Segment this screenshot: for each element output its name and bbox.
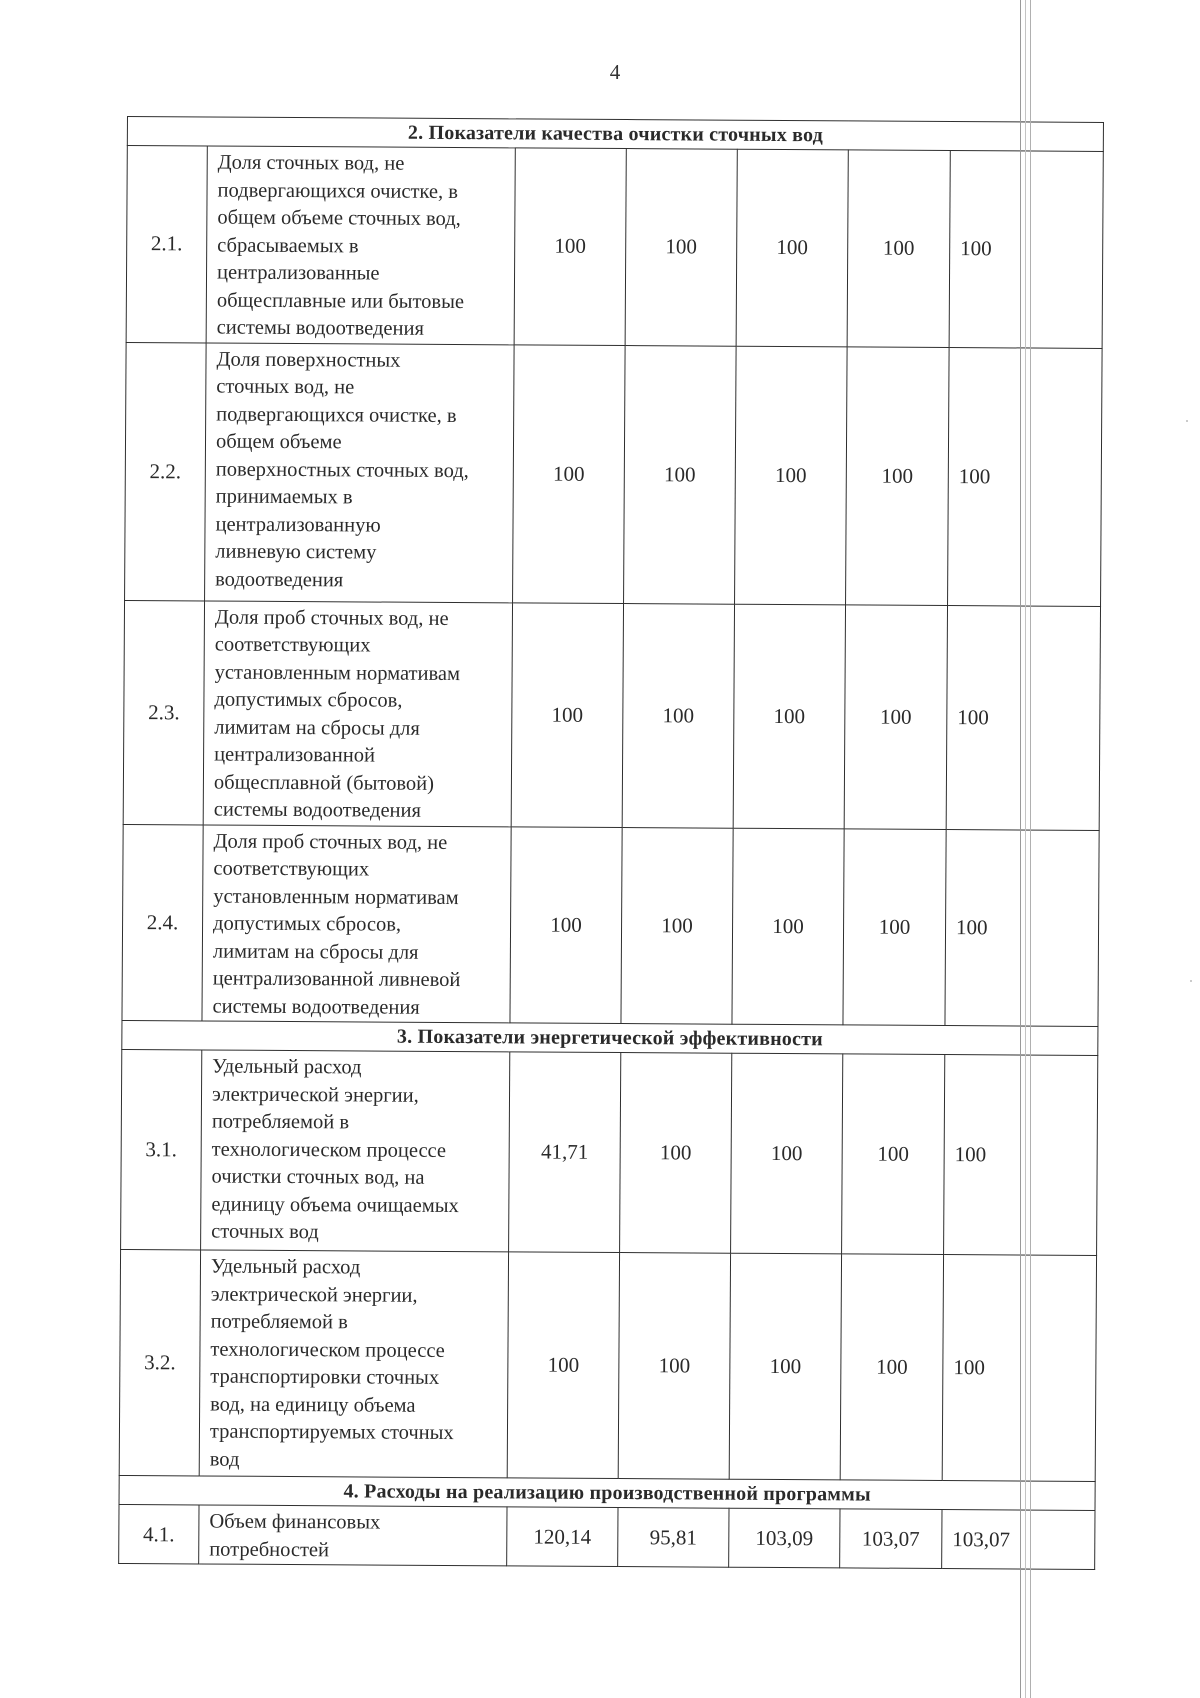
description-line: поверхностных сточных вод, (215, 458, 469, 482)
row-number: 2.2. (125, 342, 207, 600)
indicator-value: 100 (736, 149, 848, 346)
description-line: сбрасываемых в (217, 234, 359, 257)
table-row (119, 1504, 1095, 1569)
indicator-value: 100 (733, 604, 845, 829)
indicator-value: 100 (946, 605, 1100, 830)
description-line: вод (209, 1448, 240, 1471)
description-line: транспортировки сточных (210, 1365, 440, 1389)
page-number: 4 (609, 60, 621, 84)
indicator-value: 100 (847, 150, 950, 347)
indicator-value: 100 (944, 1055, 1098, 1256)
section-title: 4. Расходы на реализацию производственной программы (119, 1475, 1095, 1510)
description-line: вод, на единицу объема (210, 1393, 416, 1417)
section-title: 2. Показатели качества очистки сточных вод (127, 117, 1103, 152)
description-line: системы водоотведения (216, 316, 424, 340)
indicator-description (199, 1505, 507, 1566)
row-number: 3.1. (121, 1049, 202, 1249)
description-line: допустимых сбросов, (214, 688, 403, 712)
indicator-value: 100 (513, 344, 626, 603)
description-line: общем объеме (215, 430, 342, 454)
row-number: 2.3. (123, 600, 204, 824)
indicator-value: 100 (732, 828, 844, 1025)
indicator-description (202, 824, 511, 1022)
indicator-value: 100 (511, 602, 623, 827)
description-line: централизованной (214, 743, 376, 767)
description-line: Удельный расход (212, 1055, 362, 1079)
description-line: водоотведения (215, 568, 344, 591)
section-title: 3. Показатели энергетической эффективности (122, 1020, 1098, 1055)
description-line: Объем финансовых (209, 1510, 381, 1534)
indicator-value: 100 (735, 346, 848, 605)
indicator-value: 100 (945, 829, 1099, 1026)
description-line: сточных вод (211, 1220, 319, 1244)
indicator-value: 100 (624, 345, 737, 604)
description-line: принимаемых в (215, 485, 353, 509)
description-line: электрической энергии, (211, 1083, 419, 1107)
description-line: системы водоотведения (212, 995, 420, 1019)
indicator-value: 100 (942, 1255, 1096, 1482)
row-number: 4.1. (119, 1504, 199, 1563)
scan-line (1030, 0, 1031, 1698)
description-line: Доля сточных вод, не (217, 151, 405, 175)
description-line: централизованную (215, 513, 381, 537)
indicator-value: 100 (622, 603, 734, 828)
indicator-value: 100 (948, 347, 1103, 606)
description-line: установленным нормативам (213, 885, 459, 909)
description-line: сточных вод, не (216, 375, 355, 399)
indicator-value: 103,07 (840, 1509, 942, 1569)
description-line: системы водоотведения (213, 798, 422, 822)
indicator-value: 41,71 (509, 1052, 621, 1253)
description-line: лимитам на сбросы для (212, 940, 419, 964)
row-number: 2.4. (122, 824, 203, 1021)
description-line: очистки сточных вод, на (211, 1165, 425, 1189)
indicators-table (118, 116, 1104, 1570)
indicator-description (206, 146, 515, 344)
description-line: Доля проб сточных вод, не (214, 606, 449, 630)
indicator-value: 100 (729, 1253, 841, 1480)
description-line: единицу объема очищаемых (211, 1193, 459, 1217)
indicator-description (203, 600, 512, 826)
description-line: электрической энергии, (210, 1283, 418, 1307)
description-line: ливневую систему (215, 540, 377, 564)
scan-line (1025, 0, 1026, 1698)
table-body (119, 117, 1104, 1570)
description-line: централизованные (216, 261, 380, 285)
description-line: допустимых сбросов, (213, 912, 402, 936)
table-row (121, 1049, 1098, 1255)
indicator-description (199, 1250, 508, 1478)
table-row (122, 824, 1099, 1026)
indicator-value: 100 (625, 149, 737, 346)
indicator-value: 100 (621, 827, 733, 1024)
scan-speck (1190, 980, 1192, 982)
indicator-description (205, 342, 515, 602)
table-row (125, 342, 1103, 606)
indicator-value: 100 (507, 1252, 619, 1479)
description-line: Доля поверхностных (216, 348, 401, 372)
table-row (119, 1249, 1096, 1481)
indicator-description (201, 1050, 510, 1252)
description-line: общесплавной (бытовой) (213, 771, 435, 795)
description-line: общем объеме сточных вод, (217, 206, 461, 231)
row-number: 3.2. (119, 1249, 200, 1475)
description-line: соответствующих (214, 633, 371, 657)
description-line: установленным нормативам (214, 661, 461, 685)
indicator-value: 100 (510, 826, 622, 1023)
indicator-value: 100 (731, 1053, 843, 1254)
scan-line (1020, 0, 1021, 1698)
indicator-value: 100 (514, 148, 626, 345)
description-line: соответствующих (213, 857, 370, 881)
table-row (123, 600, 1100, 830)
description-line: Доля проб сточных вод, не (213, 830, 448, 854)
indicator-value: 100 (843, 828, 946, 1025)
description-line: подвергающихся очистке, в (216, 403, 457, 427)
indicator-value: 100 (842, 1054, 945, 1255)
description-line: Удельный расход (210, 1255, 361, 1279)
description-line: технологическом процессе (211, 1138, 447, 1162)
description-line: технологическом процессе (210, 1338, 445, 1362)
indicator-value: 103,07 (942, 1510, 1095, 1570)
indicator-value: 103,09 (729, 1508, 840, 1568)
description-line: общесплавные или бытовые (216, 289, 465, 313)
description-line: централизованной ливневой (212, 967, 461, 992)
table-row (126, 146, 1103, 348)
description-line: лимитам на сбросы для (214, 716, 420, 740)
scan-speck (1186, 420, 1188, 422)
indicator-value: 100 (844, 604, 947, 829)
indicator-value: 120,14 (507, 1507, 618, 1567)
row-number: 2.1. (126, 146, 207, 343)
description-line: транспортируемых сточных (209, 1420, 454, 1445)
indicator-value: 100 (620, 1053, 732, 1254)
description-line: подвергающихся очистке, в (217, 179, 459, 203)
indicator-value: 100 (846, 346, 950, 605)
description-line: потребляемой в (211, 1110, 350, 1134)
indicator-value: 100 (618, 1253, 730, 1480)
indicator-value: 95,81 (618, 1508, 729, 1568)
description-line: потребляемой в (210, 1310, 348, 1334)
indicator-value: 100 (840, 1254, 943, 1481)
description-line: потребностей (209, 1538, 330, 1561)
indicator-value: 100 (949, 151, 1103, 348)
